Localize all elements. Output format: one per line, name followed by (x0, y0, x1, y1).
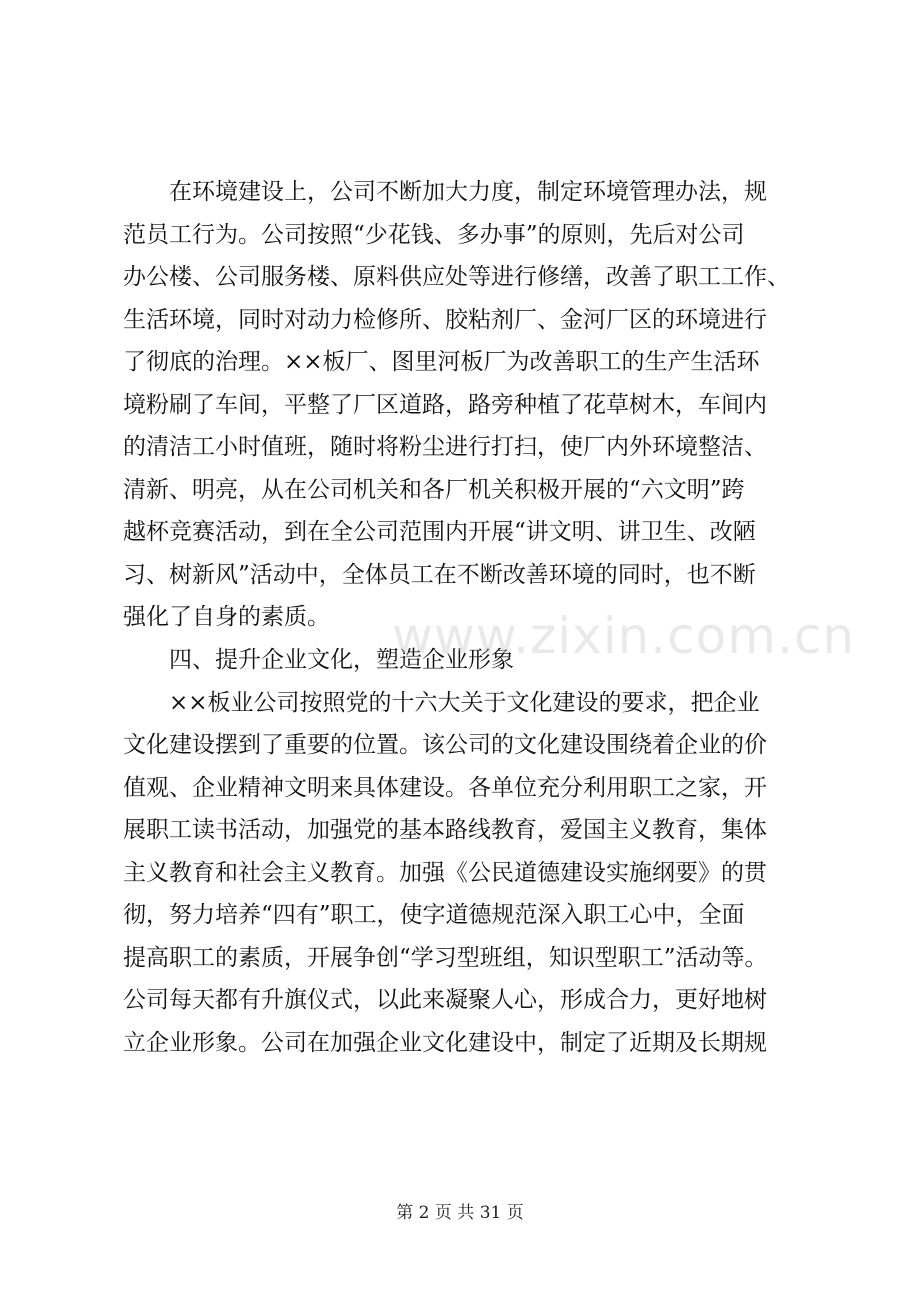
paragraph-line: 在环境建设上，公司不断加大力度，制定环境管理办法，规 (169, 179, 767, 205)
paragraph-line: 的清洁工小时值班，随时将粉尘进行打扫，使厂内外环境整洁、 (123, 434, 767, 461)
page-number-footer: 第 2 页 共 31 页 (396, 1203, 524, 1223)
watermark-text: www.zixin.com.cn (392, 607, 856, 665)
paragraph-line: 办公楼、公司服务楼、原料供应处等进行修缮，改善了职工工作、 (123, 264, 790, 291)
paragraph-line: 清新、明亮，从在公司机关和各厂机关积极开展的“六文明”跨 (123, 476, 745, 503)
paragraph-line: 境粉刷了车间，平整了厂区道路，路旁种植了花草树木，车间内 (123, 391, 767, 418)
paragraph-line: 值观、企业精神文明来具体建设。各单位充分利用职工之家，开 (123, 774, 767, 801)
paragraph-line: 了彻底的治理。××板厂、图里河板厂为改善职工的生产生活环 (123, 349, 760, 376)
paragraph-line: 立企业形象。公司在加强企业文化建设中，制定了近期及长期规 (123, 1029, 767, 1056)
paragraph-line: 提高职工的素质，开展争创“学习型班组，知识型职工”活动等。 (123, 944, 768, 971)
paragraph-line: 强化了自身的素质。 (123, 604, 330, 631)
paragraph-line: 展职工读书活动，加强党的基本路线教育，爱国主义教育，集体 (123, 817, 767, 844)
paragraph-line: 文化建设摆到了重要的位置。该公司的文化建设围绕着企业的价 (123, 732, 767, 759)
section-heading: 四、提升企业文化，塑造企业形象 (169, 647, 514, 674)
paragraph-line: 越杯竞赛活动，到在全公司范围内开展“讲文明、讲卫生、改陋 (123, 519, 756, 546)
paragraph-line: 主义教育和社会主义教育。加强《公民道德建设实施纲要》的贯 (123, 859, 767, 886)
paragraph-line: ××板业公司按照党的十六大关于文化建设的要求，把企业 (169, 689, 760, 716)
document-body (123, 171, 813, 1064)
paragraph-line: 彻，努力培养“四有”职工，使字道德规范深入职工心中，全面 (123, 902, 745, 929)
paragraph-line: 习、树新风”活动中，全体员工在不断改善环境的同时，也不断 (123, 561, 756, 588)
paragraph-line: 范员工行为。公司按照“少花钱、多办事”的原则，先后对公司 (123, 221, 745, 248)
paragraph-line: 生活环境，同时对动力检修所、胶粘剂厂、金河厂区的环境进行 (123, 306, 767, 333)
paragraph-line: 公司每天都有升旗仪式，以此来凝聚人心，形成合力，更好地树 (123, 987, 767, 1014)
